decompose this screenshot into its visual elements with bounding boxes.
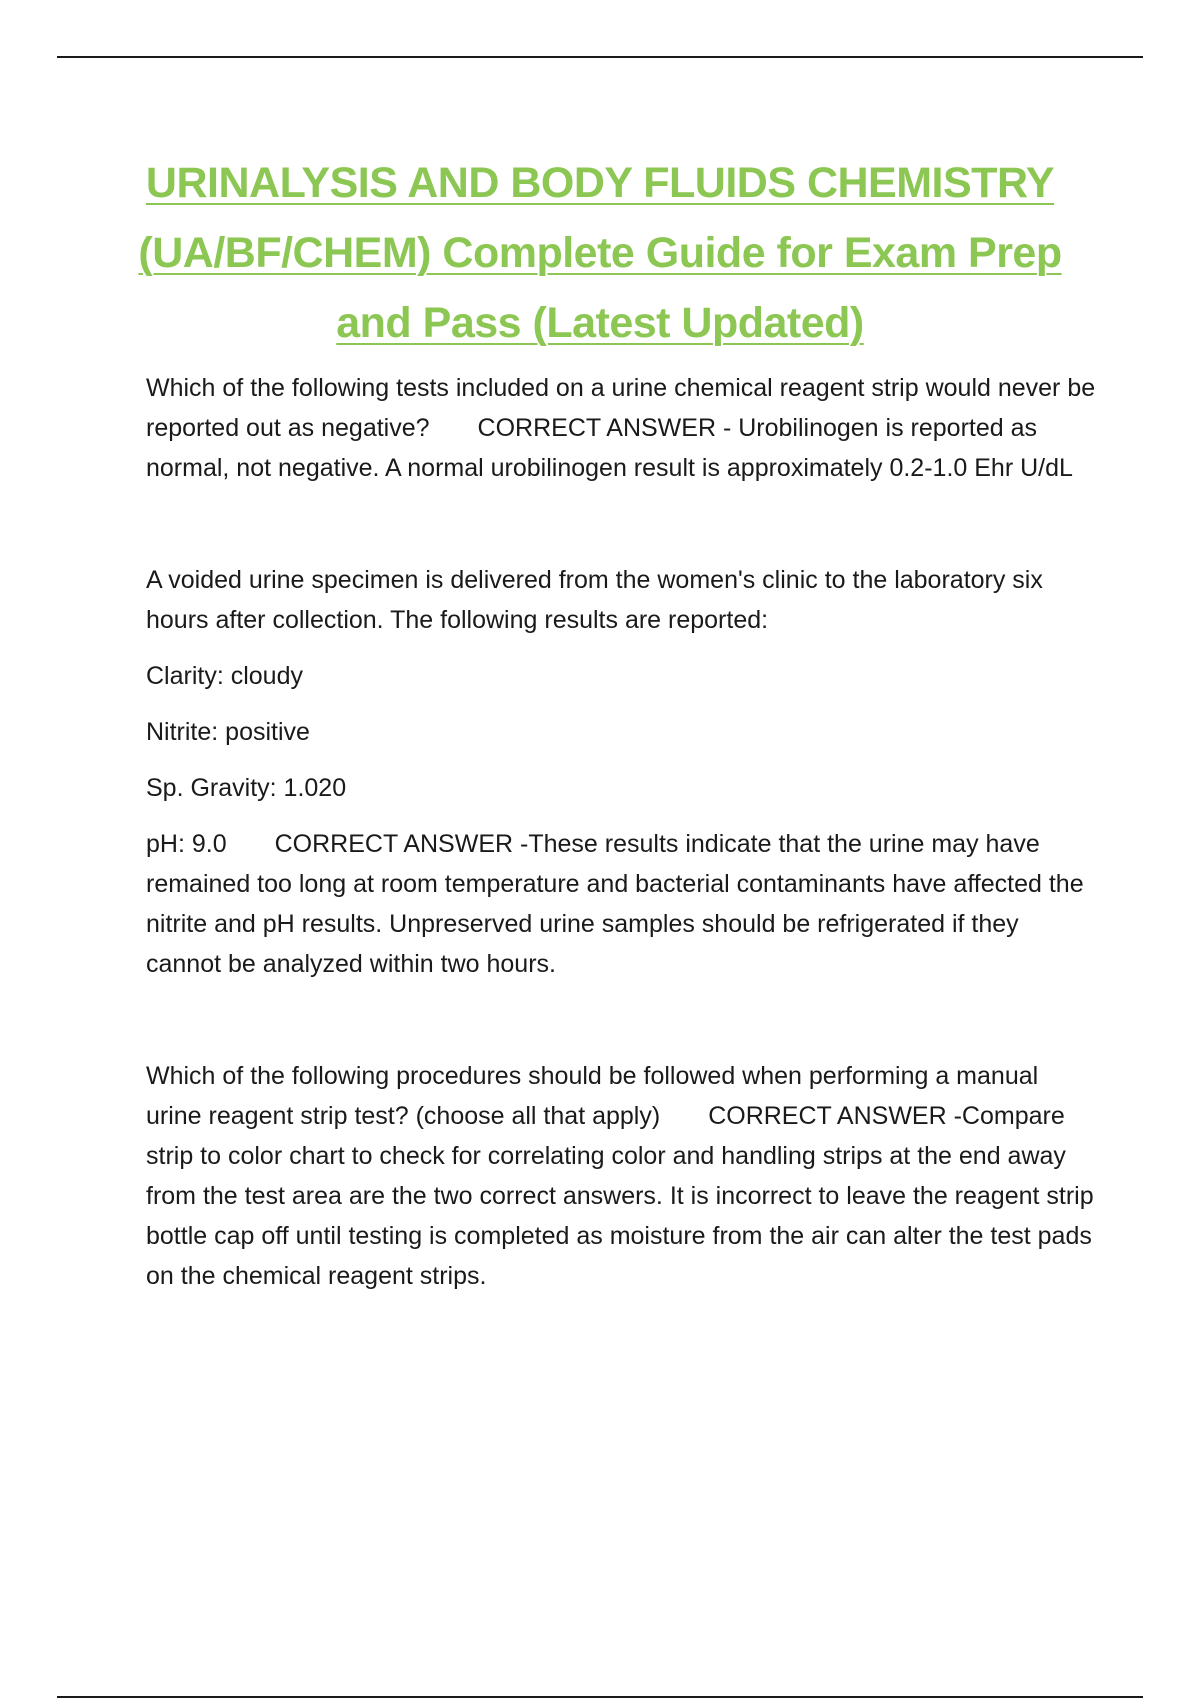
document-title bbox=[120, 148, 1080, 358]
qa-item-1 bbox=[146, 368, 1096, 488]
result-specific-gravity: Sp. Gravity: 1.020 bbox=[146, 774, 347, 802]
qa-item-2-answer bbox=[146, 824, 1096, 984]
answer-2: CORRECT ANSWER -These results indicate that the urine may have remained too long at room temperature and bacterial contaminants have affected the nitrite and pH results. Unpreserved urine samples should be refrigerated if they cannot be analyzed within two hours. bbox=[146, 830, 1084, 978]
bottom-rule bbox=[57, 1696, 1143, 1698]
qa-item-3 bbox=[146, 1056, 1096, 1296]
document-title-text: URINALYSIS AND BODY FLUIDS CHEMISTRY (UA/BF/CHEM) Complete Guide for Exam Prep and Pass (Latest Updated) bbox=[138, 159, 1062, 347]
answer-3: CORRECT ANSWER -Compare strip to color chart to check for correlating color and handling strips at the end away from the test area are the two correct answers. It is incorrect to leave the reagent strip bottle cap off until testing is completed as moisture from the air can alter the test pads on the chemical reagent strips. bbox=[146, 1102, 1094, 1290]
result-nitrite: Nitrite: positive bbox=[146, 718, 310, 746]
question-2-intro: A voided urine specimen is delivered from the women's clinic to the laboratory six hours after collection. The following results are reported: bbox=[146, 566, 1043, 634]
result-ph: pH: 9.0 bbox=[146, 830, 227, 858]
top-rule bbox=[57, 56, 1143, 58]
document-body bbox=[146, 368, 1096, 1296]
result-clarity: Clarity: cloudy bbox=[146, 662, 303, 690]
question-1: Which of the following tests included on a urine chemical reagent strip would never be reported out as negative? bbox=[146, 374, 1096, 442]
answer-1: CORRECT ANSWER - Urobilinogen is reported as normal, not negative. A normal urobilinogen result is approximately 0.2-1.0 Ehr U/dL bbox=[146, 414, 1073, 482]
question-3: Which of the following procedures should be followed when performing a manual urine reagent strip test? (choose all that apply) bbox=[146, 1062, 1039, 1130]
